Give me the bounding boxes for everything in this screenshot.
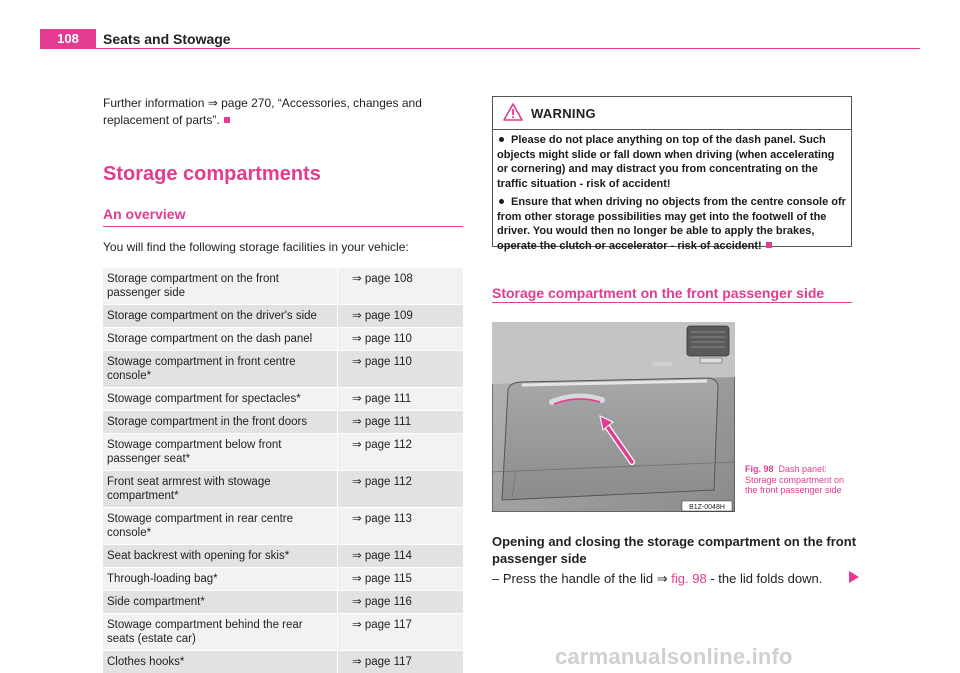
table-row (103, 567, 463, 590)
table-row (103, 327, 463, 350)
warning-paragraph-text: Ensure that when driving no objects from the centre console ofr from other storage possibilities may get into the footwell of the driver. You would then no longer be able to apply the brakes, operate the clutch or accelerator - risk of accident! (497, 196, 846, 252)
table-row (103, 350, 463, 387)
table-row (103, 387, 463, 410)
table-cell-name: Front seat armrest with stowage compartment* (107, 476, 271, 502)
table-cell-page-ref[interactable]: ⇒ page 110 (337, 328, 463, 350)
figure-caption (745, 464, 855, 496)
table-cell-name: Stowage compartment behind the rear seats (estate car) (107, 619, 303, 645)
table-row (103, 267, 463, 304)
table-cell-page-ref[interactable]: ⇒ page 114 (337, 545, 463, 567)
bullet-icon (499, 137, 504, 142)
instruction-step (492, 571, 862, 587)
warning-paragraph-text: Please do not place anything on top of the dash panel. Such objects might slide or fall down when driving (when accelerating or cornering) and may distract you from concentrating on the traffic situation - risk of accident! (497, 134, 835, 190)
table-cell-page-ref[interactable]: ⇒ page 115 (337, 568, 463, 590)
table-cell-name: Seat backrest with opening for skis* (107, 550, 290, 562)
heading-front-passenger-compartment: Storage compartment on the front passenger side (492, 285, 825, 301)
table-cell-page-ref[interactable]: ⇒ page 117 (337, 651, 463, 673)
intro-text: You will find the following storage facilities in your vehicle: (103, 240, 409, 254)
step-text: – Press the handle of the lid ⇒ (492, 571, 672, 586)
dash-panel-figure (492, 322, 735, 512)
warning-triangle-icon (503, 103, 523, 121)
table-cell-name: Storage compartment on the driver's side (107, 310, 317, 322)
end-of-section-square-icon (766, 242, 772, 248)
opening-closing-title: Opening and closing the storage compartment on the front passenger side (492, 534, 857, 566)
warning-title: WARNING (531, 106, 596, 121)
table-cell-name: Storage compartment in the front doors (107, 416, 308, 428)
end-of-section-square-icon (224, 117, 230, 123)
table-cell-page-ref[interactable]: ⇒ page 116 (337, 591, 463, 613)
warning-paragraph (497, 133, 846, 191)
table-cell-page-ref[interactable]: ⇒ page 117 (337, 614, 463, 650)
table-row (103, 470, 463, 507)
table-cell-page-ref[interactable]: ⇒ page 111 (337, 388, 463, 410)
table-cell-page-ref[interactable]: ⇒ page 109 (337, 305, 463, 327)
bullet-icon (499, 199, 504, 204)
further-information (103, 95, 465, 129)
figure-caption-text: Dash panel: Storage compartment on the front passenger side (745, 464, 845, 495)
figure-code: B1Z-0048H (689, 504, 725, 511)
table-cell-page-ref[interactable]: ⇒ page 112 (337, 434, 463, 470)
header-rule (40, 48, 920, 49)
table-cell-name: Storage compartment on the front passenger side (107, 273, 279, 299)
table-cell-page-ref[interactable]: ⇒ page 112 (337, 471, 463, 507)
table-cell-name: Through-loading bag* (107, 573, 218, 585)
table-cell-name: Side compartment* (107, 596, 205, 608)
warning-body (493, 130, 851, 253)
table-cell-name: Clothes hooks* (107, 656, 185, 668)
table-row (103, 507, 463, 544)
heading-overview: An overview (103, 206, 186, 222)
further-information-text: Further information ⇒ page 270, “Accessories, changes and replacement of parts”. (103, 96, 422, 127)
front-heading-rule (492, 302, 852, 303)
table-cell-name: Stowage compartment below front passenger seat* (107, 439, 282, 465)
heading-storage-compartments: Storage compartments (103, 163, 321, 185)
overview-rule (103, 226, 463, 227)
page-number: 108 (40, 29, 96, 49)
table-cell-name: Stowage compartment in rear centre console* (107, 513, 294, 539)
table-row (103, 433, 463, 470)
table-row (103, 590, 463, 613)
table-row (103, 410, 463, 433)
table-row (103, 544, 463, 567)
table-cell-page-ref[interactable]: ⇒ page 111 (337, 411, 463, 433)
warning-header (493, 97, 851, 130)
figure-reference-link[interactable]: fig. 98 (671, 571, 707, 586)
storage-table (103, 267, 463, 673)
table-row (103, 304, 463, 327)
table-cell-page-ref[interactable]: ⇒ page 113 (337, 508, 463, 544)
table-cell-name: Stowage compartment for spectacles* (107, 393, 301, 405)
next-page-arrow-icon (848, 570, 860, 584)
table-row (103, 650, 463, 673)
warning-paragraph (497, 195, 846, 253)
step-text-end: - the lid folds down. (706, 571, 823, 586)
table-cell-page-ref[interactable]: ⇒ page 110 (337, 351, 463, 387)
table-row (103, 613, 463, 650)
figure-number: Fig. 98 (745, 464, 774, 474)
section-title: Seats and Stowage (103, 31, 231, 47)
table-cell-page-ref[interactable]: ⇒ page 108 (337, 268, 463, 304)
watermark: carmanualsonline.info (555, 644, 793, 669)
table-cell-name: Stowage compartment in front centre console* (107, 356, 296, 382)
warning-box (492, 96, 852, 252)
table-cell-name: Storage compartment on the dash panel (107, 333, 313, 345)
